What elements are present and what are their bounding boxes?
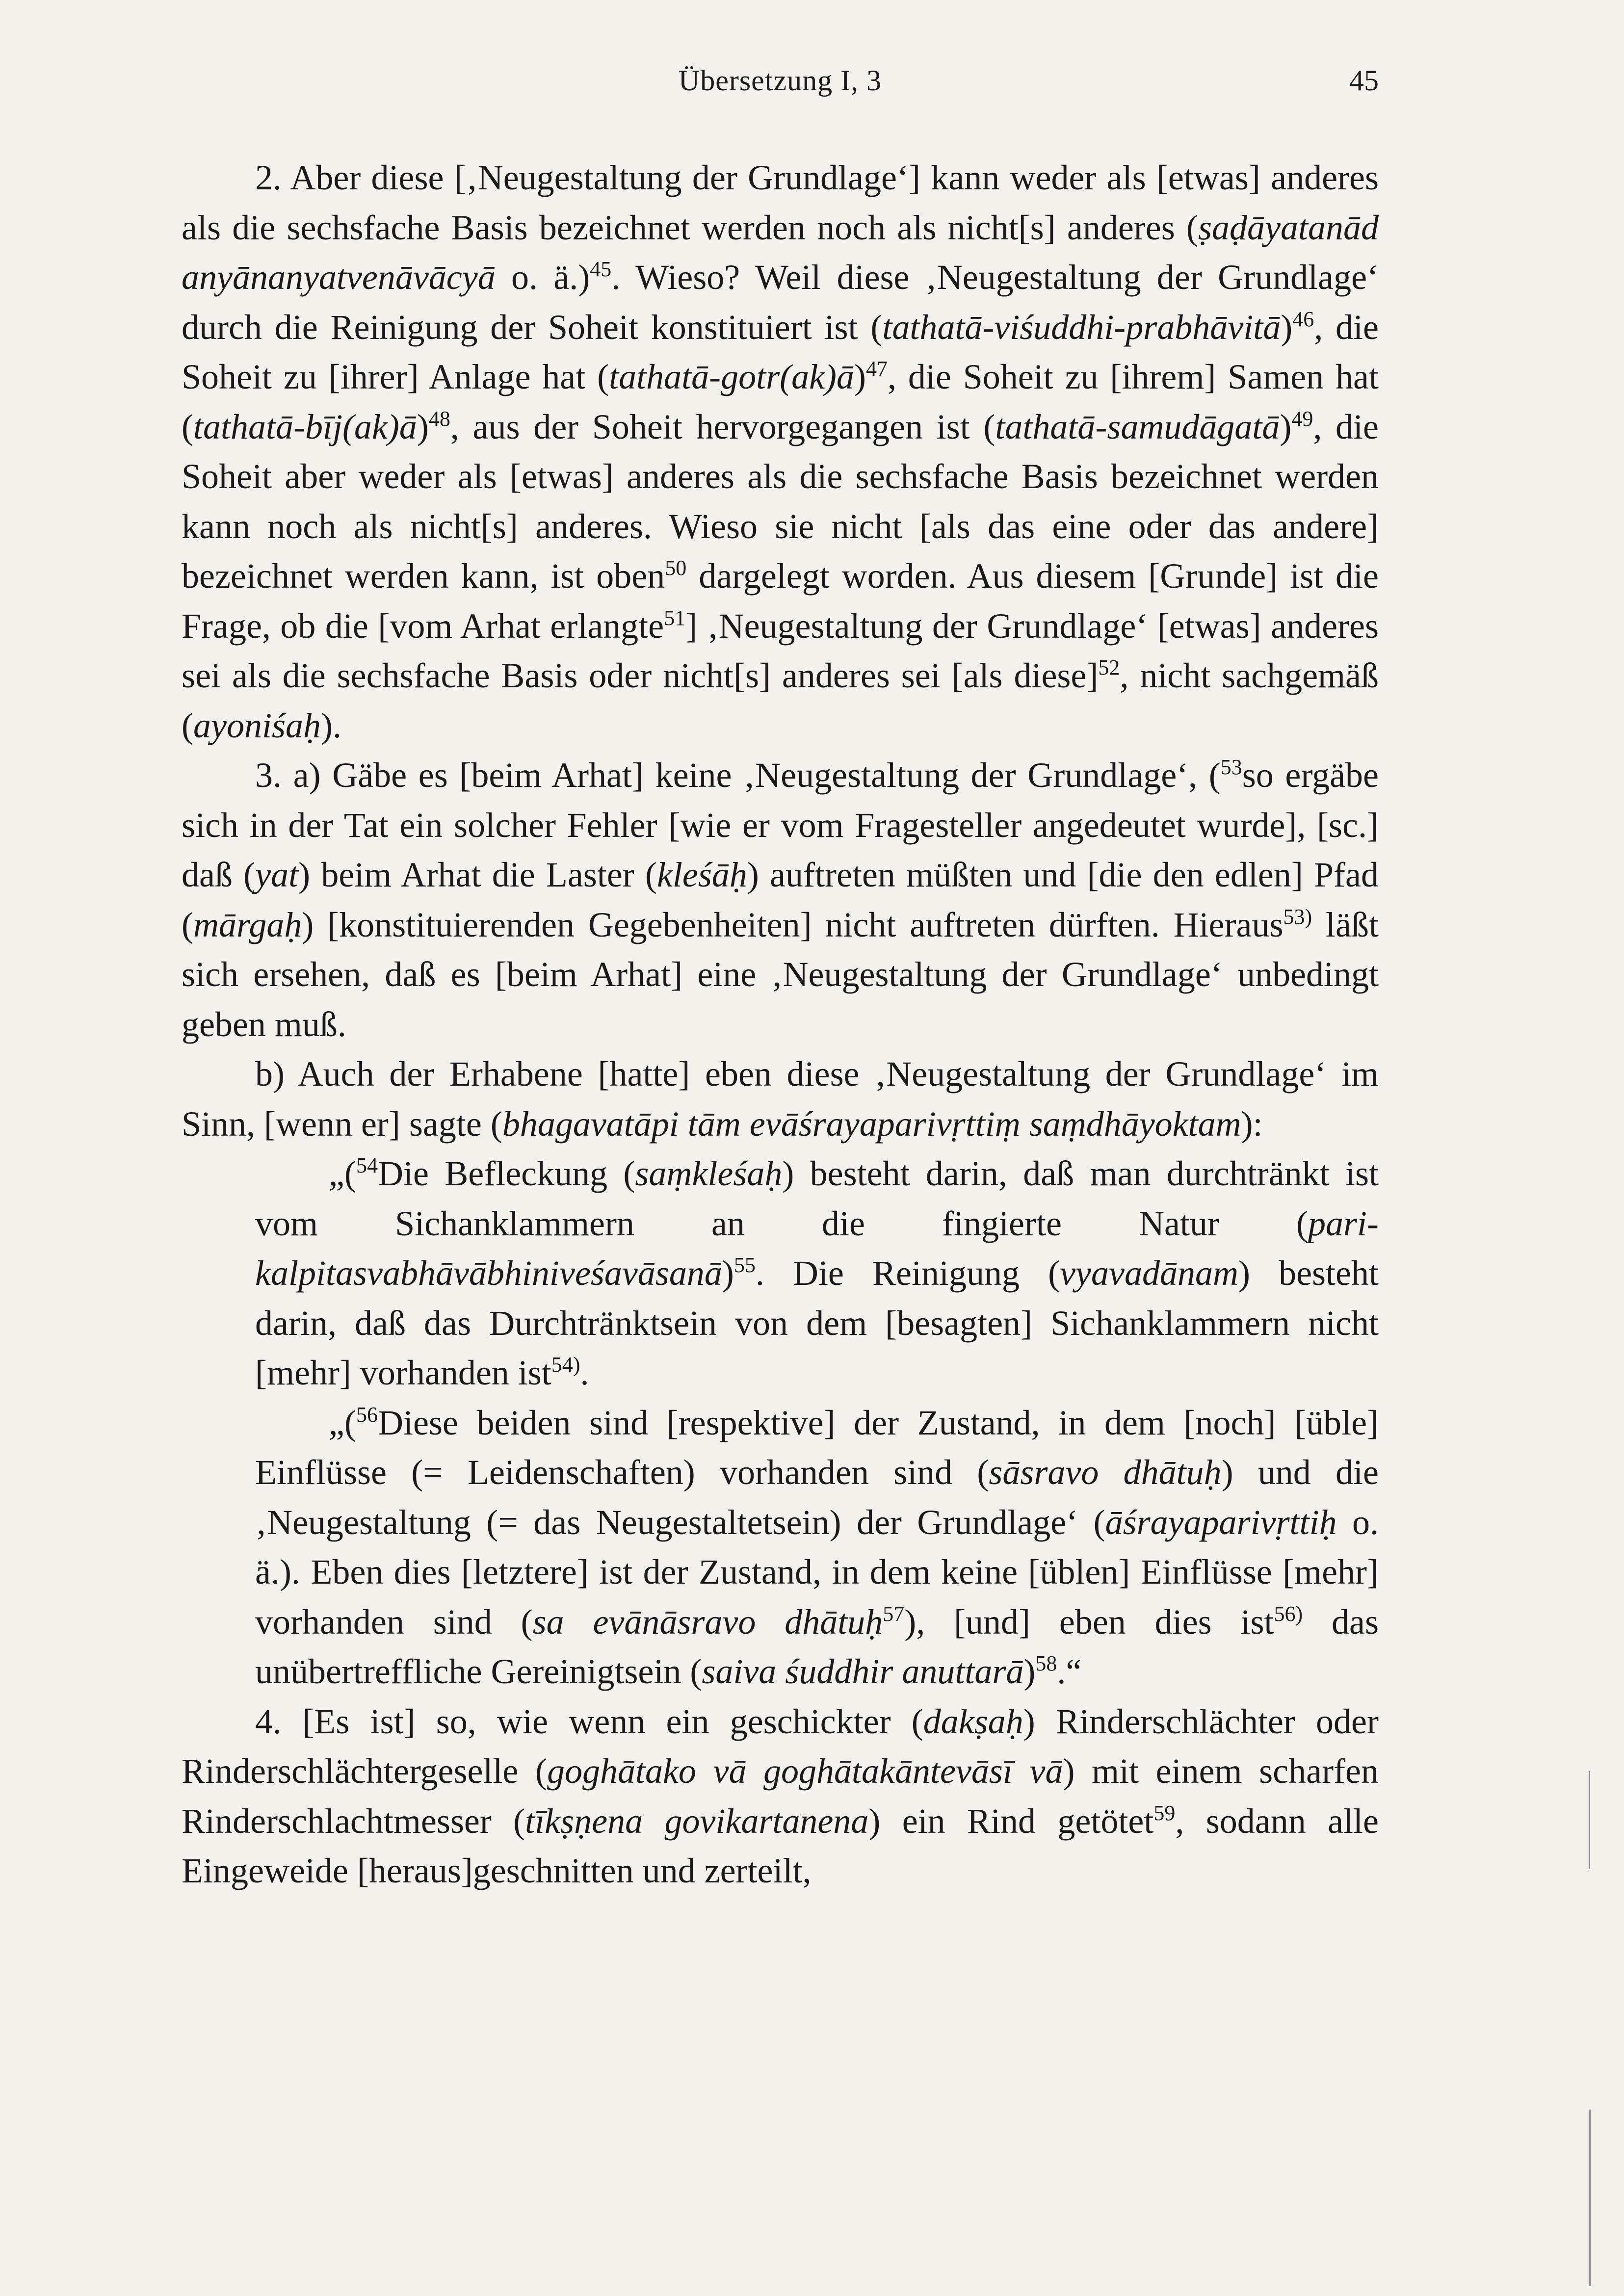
quotation-paragraph <box>255 1398 1379 1697</box>
footnote-marker: 49 <box>1291 406 1313 431</box>
main-text <box>182 153 1379 1896</box>
scan-edge-mark <box>1589 2110 1591 2286</box>
paragraph <box>182 1049 1379 1149</box>
text-run: , nicht sachgemäß ( <box>182 656 1379 745</box>
text-run: . Wieso? Weil diese ‚Neugestaltung der Grundlage‘ durch die Reinigung der Soheit konstituiert ist ( <box>182 258 1379 347</box>
text-run: „( <box>329 1154 356 1193</box>
text-run: „( <box>329 1403 356 1442</box>
sanskrit-term: ṣaḍāyatanād anyānanyatvenāvācyā <box>182 208 1379 297</box>
text-run: ) <box>1280 407 1292 446</box>
text-run: das unübertreffliche Gereinigtsein ( <box>255 1602 1379 1691</box>
footnote-marker: 48 <box>428 406 450 431</box>
footnote-marker: 52 <box>1098 655 1120 679</box>
sanskrit-term: tīkṣṇena govikartanena <box>525 1801 869 1841</box>
sanskrit-term: vyavadānam <box>1060 1253 1238 1293</box>
sanskrit-term: saiva śuddhir anuttarā <box>702 1652 1024 1691</box>
text-run: ) beim Arhat die Laster ( <box>298 855 657 894</box>
text-run: ] ‚Neugestaltung der Grundlage‘ [etwas] anderes sei als die sechsfache Basis oder nicht[s] anderes sei [als diese] <box>182 606 1379 695</box>
paragraph <box>182 751 1379 1049</box>
text-run: Die Befleckung ( <box>377 1154 635 1193</box>
footnote-marker: 57 <box>883 1601 905 1626</box>
sanskrit-term: kleśāḥ <box>656 855 747 894</box>
text-run: ) ein Rind getötet <box>868 1801 1154 1841</box>
text-run: Diese beiden sind [respektive] der Zustand, in dem [noch] [üble] Einflüsse (= Leidenschaften) vorhanden sind ( <box>255 1403 1379 1492</box>
text-run: ) mit einem scharfen Rinderschlachtmesser ( <box>182 1751 1379 1841</box>
text-run: b) Auch der Erhabene [hatte] eben diese ‚Neugestaltung der Grundlage‘ im Sinn, [wenn er] sagte ( <box>182 1054 1379 1144</box>
scan-edge-mark <box>1589 1771 1590 1869</box>
footnote-marker: 59 <box>1153 1800 1176 1825</box>
sanskrit-term: tathatā-samudāgatā <box>995 407 1280 446</box>
footnote-marker: 46 <box>1292 307 1314 331</box>
text-run: ) besteht darin, daß man durchtränkt ist vom Sichanklammern an die fingierte Natur ( <box>255 1154 1379 1243</box>
text-run: ), [und] eben dies ist <box>904 1602 1274 1642</box>
text-run: dargelegt worden. Aus diesem [Grunde] ist die Frage, ob die [vom Arhat erlangte <box>182 556 1379 646</box>
running-title: Übersetzung I, 3 <box>678 64 882 97</box>
footnote-marker: 54 <box>356 1153 378 1177</box>
text-run: .“ <box>1057 1652 1082 1691</box>
sanskrit-term: āśrayaparivṛttiḥ <box>1105 1502 1337 1542</box>
paragraph <box>182 1697 1379 1896</box>
text-run: o. ä.). Eben dies [letztere] ist der Zustand, in dem keine [üblen] Einflüsse [mehr] vorhanden sind ( <box>255 1502 1379 1642</box>
text-run: ) [konstituierenden Gegebenheiten] nicht auftreten dürften. Hieraus <box>302 905 1283 944</box>
footnote-marker: 55 <box>733 1253 756 1277</box>
text-run: ). <box>320 705 341 745</box>
sanskrit-term: tathatā-bīj(ak)ā <box>193 407 417 446</box>
text-run: o. ä.) <box>495 258 590 297</box>
sanskrit-term: mārgaḥ <box>193 905 302 944</box>
sanskrit-term: tathatā-gotr(ak)ā <box>609 357 855 396</box>
text-run: , aus der Soheit hervorgegangen ist ( <box>450 407 995 446</box>
text-run: ) Rinderschlächter oder Rinderschlächtergeselle ( <box>182 1701 1379 1791</box>
footnote-marker: 56) <box>1274 1601 1303 1626</box>
text-run: ) besteht darin, daß das Durchtränktsein von dem [besagten] Sichanklammern nicht [mehr] vorhanden ist <box>255 1253 1379 1392</box>
sanskrit-term: sa evānāsravo dhātuḥ <box>532 1602 883 1642</box>
sanskrit-term: sāsravo dhātuḥ <box>989 1453 1222 1492</box>
paragraph <box>182 153 1379 751</box>
text-run: ) <box>417 407 429 446</box>
text-run: . <box>580 1353 589 1392</box>
sanskrit-term: yat <box>255 855 299 894</box>
text-run: 3. a) Gäbe es [beim Arhat] keine ‚Neugestaltung der Grundlage‘, ( <box>255 756 1221 795</box>
page-number: 45 <box>1349 64 1379 97</box>
text-run: ): <box>1241 1104 1263 1144</box>
text-run: , die Soheit aber weder als [etwas] anderes als die sechsfache Basis bezeichnet werden kann noch als nicht[s] anderes. Wieso sie nicht [als das eine oder das andere] bezeichnet werden kann, ist oben <box>182 407 1379 596</box>
sanskrit-term: parikalpitasvabhāvābhiniveśavāsanā <box>255 1203 1379 1293</box>
text-run: ) <box>1281 307 1293 347</box>
footnote-marker: 47 <box>866 357 888 381</box>
footnote-marker: 53 <box>1220 755 1242 779</box>
text-run: 2. Aber diese [‚Neugestaltung der Grundlage‘] kann weder als [etwas] anderes als die sechsfache Basis bezeichnet werden noch als nicht[s] anderes ( <box>182 158 1379 247</box>
sanskrit-term: tathatā-viśuddhi-prabhāvitā <box>882 307 1281 347</box>
footnote-marker: 56 <box>356 1402 378 1427</box>
footnote-marker: 58 <box>1035 1651 1057 1675</box>
sanskrit-term: bhagavatāpi tām evāśrayaparivṛttiṃ saṃdhāyoktam <box>502 1104 1241 1144</box>
page-header <box>182 64 1379 108</box>
sanskrit-term: dakṣaḥ <box>923 1701 1023 1741</box>
footnote-marker: 54) <box>551 1353 580 1377</box>
text-run: . Die Reinigung ( <box>755 1253 1060 1293</box>
text-run: so ergäbe sich in der Tat ein solcher Fehler [wie er vom Fragesteller angedeutet wurde], [sc.] daß ( <box>182 756 1379 894</box>
text-run: ) und die ‚Neugestaltung (= das Neugestaltetsein) der Grundlage‘ ( <box>255 1453 1379 1542</box>
quotation-paragraph <box>255 1149 1379 1398</box>
footnote-marker: 50 <box>665 556 687 580</box>
text-run: , die Soheit zu [ihrem] Samen hat ( <box>182 357 1379 446</box>
sanskrit-term: ayoniśaḥ <box>193 705 321 745</box>
text-run: läßt sich ersehen, daß es [beim Arhat] eine ‚Neugestaltung der Grundlage‘ unbedingt geben muß. <box>182 905 1379 1044</box>
text-run: 4. [Es ist] so, wie wenn ein geschickter ( <box>255 1701 923 1741</box>
text-run: ) <box>854 357 866 396</box>
footnote-marker: 45 <box>590 257 612 281</box>
text-run: , sodann alle Eingeweide [heraus]geschnitten und zerteilt, <box>182 1801 1379 1890</box>
sanskrit-term: goghātako vā goghātakāntevāsī vā <box>547 1751 1063 1791</box>
sanskrit-term: saṃkleśaḥ <box>635 1154 783 1193</box>
footnote-marker: 53) <box>1283 904 1312 929</box>
text-run: ) <box>1023 1652 1036 1691</box>
footnote-marker: 51 <box>664 605 686 630</box>
text-run: , die Soheit zu [ihrer] Anlage hat ( <box>182 307 1379 396</box>
text-run: ) <box>722 1253 734 1293</box>
text-run: ) auftreten müßten und [die den edlen] Pfad ( <box>182 855 1379 944</box>
